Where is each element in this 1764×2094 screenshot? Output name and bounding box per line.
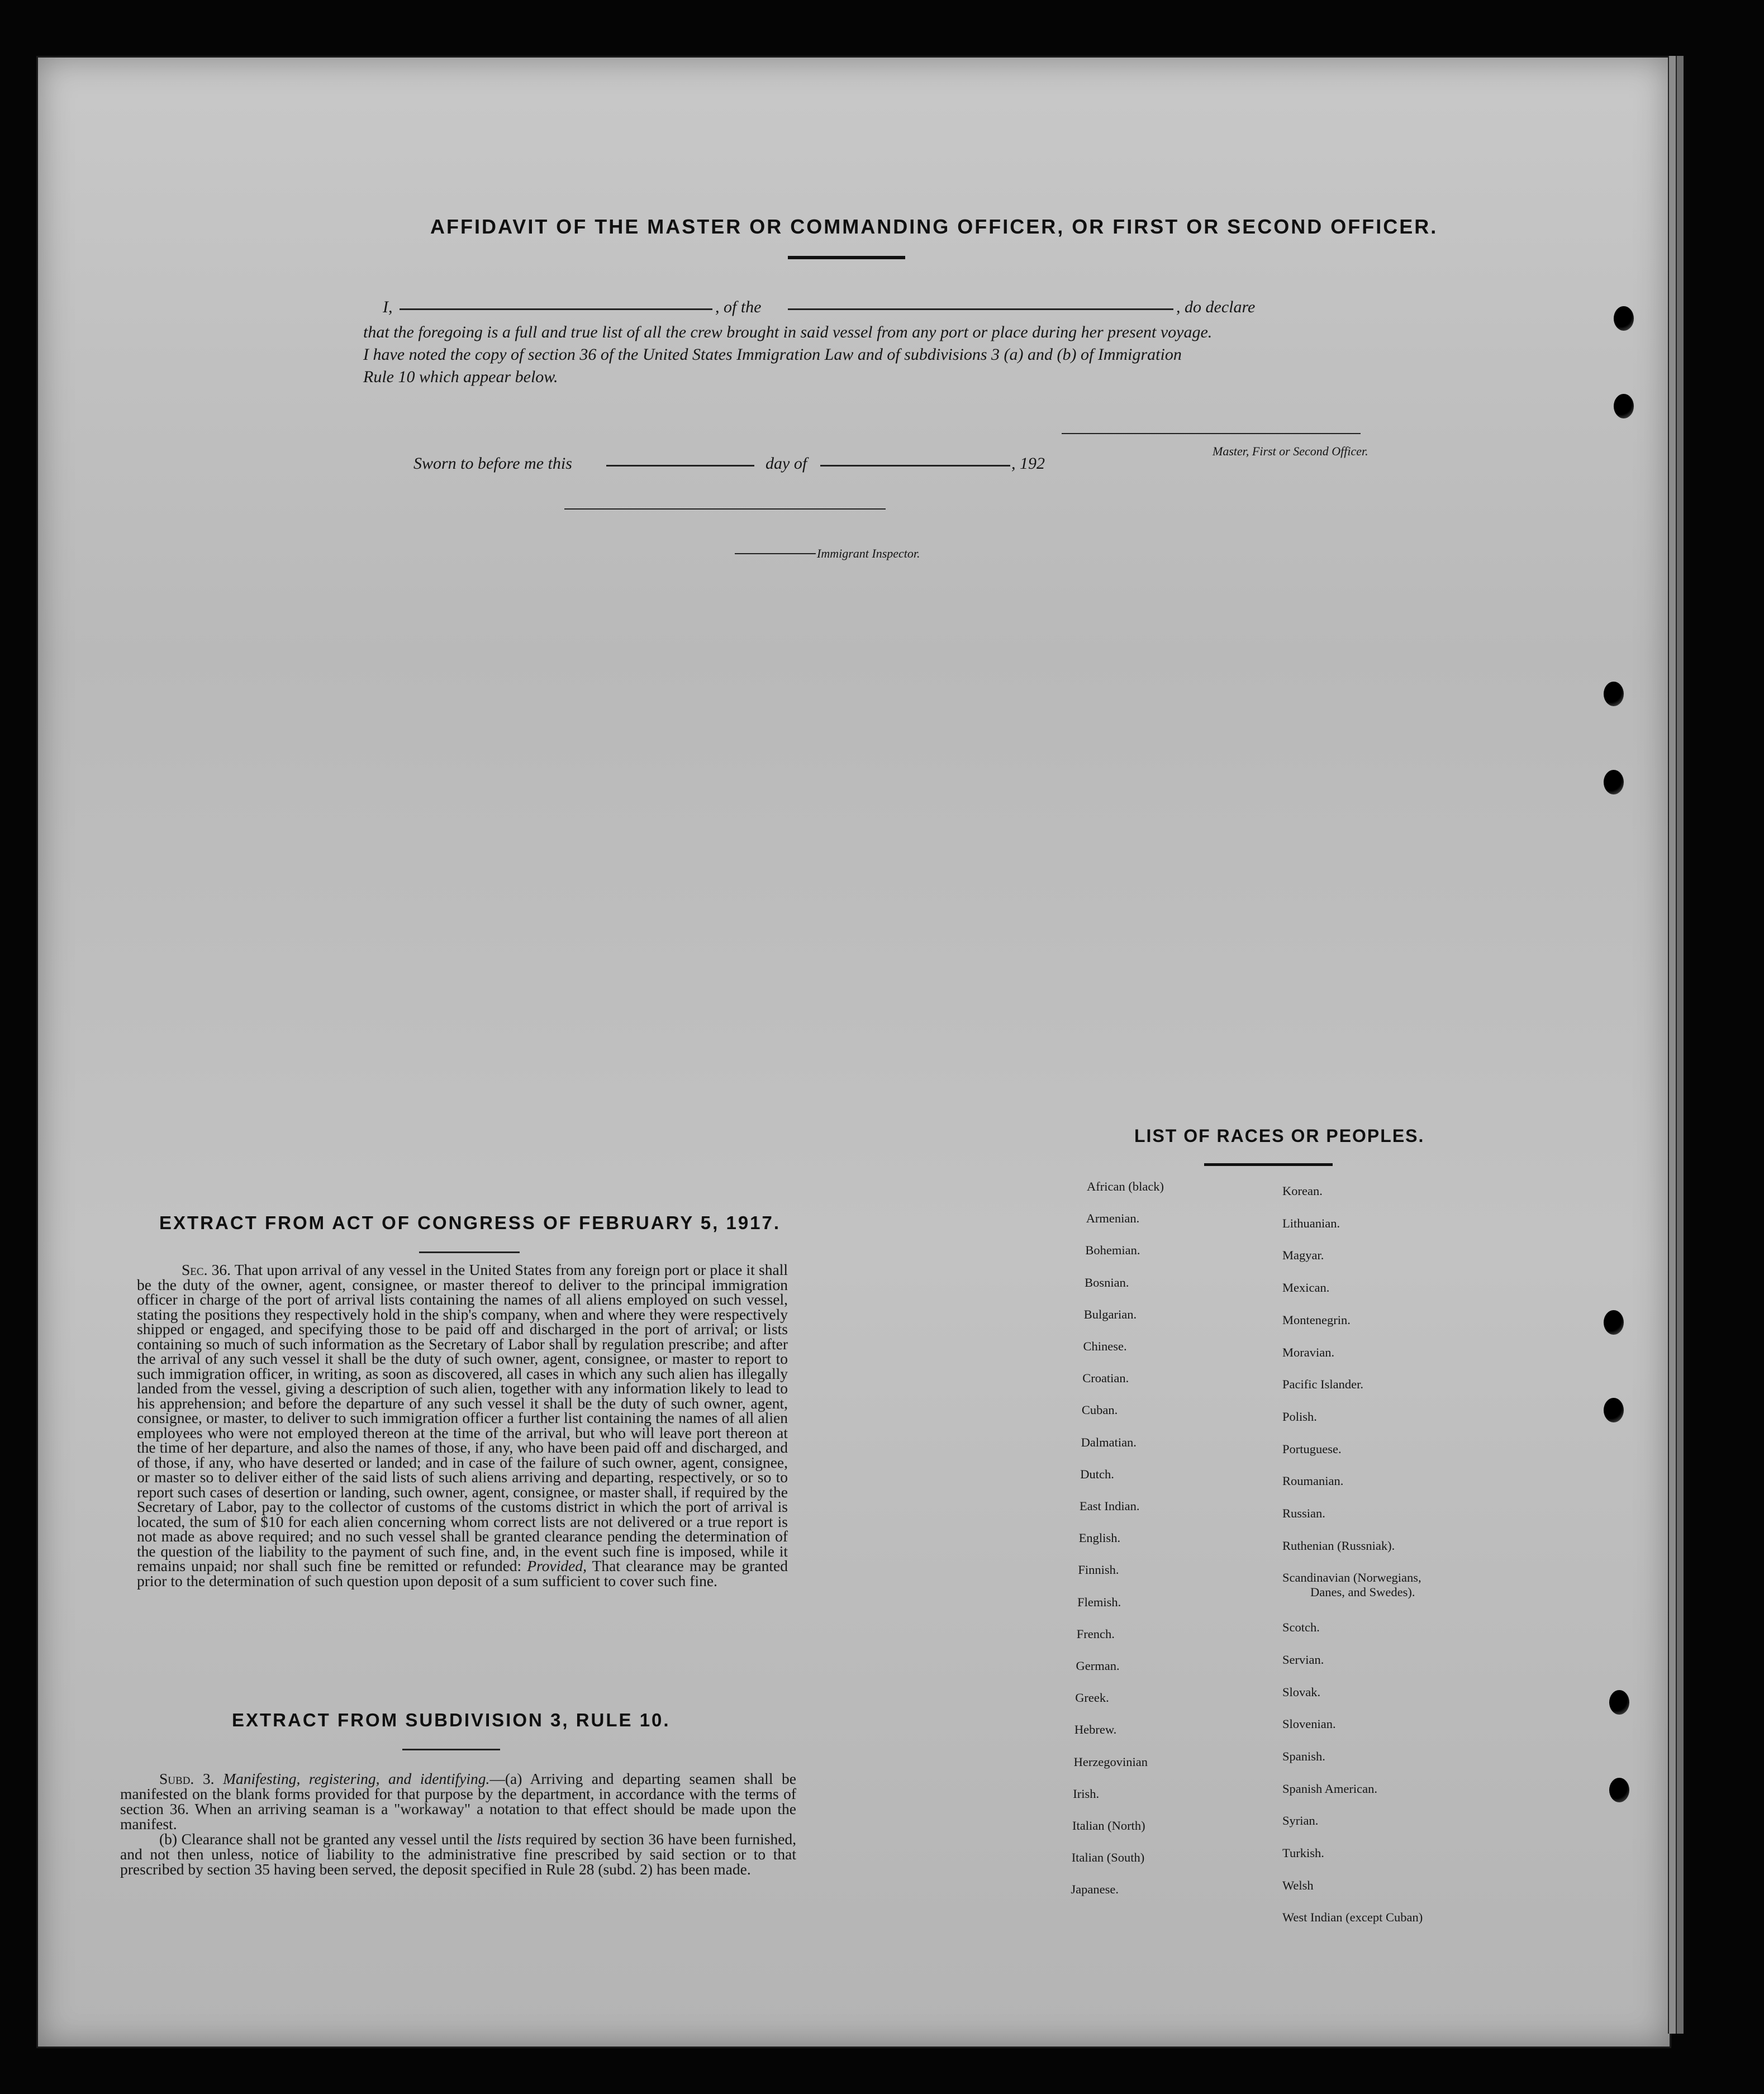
punch-hole [1609,1690,1629,1715]
inspector-caption: Immigrant Inspector. [817,546,920,560]
subdivision-label: Subd. 3. [159,1770,215,1787]
race-item: Bohemian. [1085,1243,1140,1258]
punch-hole [1604,1310,1624,1335]
paragraph-b-mark: (b) [159,1830,178,1848]
race-item: Hebrew. [1074,1722,1117,1737]
race-item: German. [1076,1659,1120,1673]
affidavit-line-4: Rule 10 which appear below. [363,368,558,386]
inspector-signature-line[interactable] [564,508,886,510]
paragraph-a [120,1771,796,1831]
section-36-text: That upon arrival of any vessel in the United States from any foreign port or place it shall be the duty of the owner, agent, consignee, or master thereof to deliver to the principal immigration officer in charge of the port of arrival lists containing the names of all aliens employed on such vessel, stating the positions they respectively hold in the ship's company, when and where they were respectively shipped or engaged, and specifying those to be paid off and discharged in the port of arrival; or lists containing so much of such information as the Secretary of Labor shall by regulation prescribe; and after the arrival of any such vessel it shall be the duty of such owner, agent, consignee, or master to report to such immigration officer, in writing, as soon as discovered, all cases in which any such alien has illegally landed from the vessel, giving a description of such alien, together with any information likely to lead to his apprehension; and before the departure of any such vessel it shall be the duty of such owner, agent, consignee, or master, to deliver to such immigration officer a further list containing the names of all alien employees who were not employed thereon at the time of the arrival, but who will leave port thereon at the time of her departure, and also the names of those, if any, who have been paid off and discharged, and of those, if any, who have deserted or landed; and in case of the failure of such owner, agent, consignee, or master so to deliver either of the said lists of such aliens arriving and departing, respectively, or so to report such cases of desertion or landing, such owner, agent, consignee, or master shall, if required by the Secretary of Labor, pay to the collector of customs of the customs district in which the port of arrival is located, the sum of $10 for each alien concerning whom correct lists are not delivered or a true report is not made as above required; and no such vessel shall be granted clearance pending the determination of the question of the liability to the payment of such fine, and, in the event such fine is imposed, while it remains unpaid; nor shall such fine be remitted or refunded: [137,1261,788,1574]
declarant-prefix: I, [383,298,393,316]
race-item: French. [1076,1626,1115,1641]
affidavit-line-2: that the foregoing is a full and true list of all the crew brought in said vessel from any port or place during her present voyage. [363,323,1213,341]
race-item: Scandinavian (Norwegians, [1282,1570,1421,1585]
race-item: Mexican. [1282,1281,1330,1295]
punch-hole [1609,1778,1629,1802]
page-edge [1668,56,1676,2034]
race-item: Slovenian. [1282,1717,1336,1731]
race-item: West Indian (except Cuban) [1282,1910,1423,1925]
day-of-label: day of [765,454,807,473]
master-signature-line[interactable] [1062,433,1361,434]
race-item: Roumanian. [1282,1474,1344,1488]
race-item: Spanish American. [1282,1781,1377,1796]
race-item: Finnish. [1078,1563,1119,1577]
vessel-name-field[interactable] [788,308,1173,310]
punch-hole [1604,1398,1624,1422]
rule-extract-title: EXTRACT FROM SUBDIVISION 3, RULE 10. [232,1710,671,1730]
race-item: East Indian. [1080,1499,1140,1513]
race-item: Servian. [1282,1652,1324,1667]
paragraph-a-text: Arriving and departing seamen shall be manifested on the blank forms provided for that purpose by the department, in accordance with the terms of section 36. When an arriving seaman is a "workaway" a notation to that effect should be made upon the manifest. [120,1770,797,1833]
race-item: Irish. [1073,1786,1100,1801]
title-rule [788,256,905,259]
race-item: Flemish. [1077,1595,1121,1609]
sworn-line [413,453,1084,478]
races-title-rule [1204,1163,1333,1166]
master-signature-caption: Master, First or Second Officer. [1213,444,1368,458]
race-item: Russian. [1282,1506,1325,1520]
race-item: Greek. [1075,1691,1109,1705]
race-item: Japanese. [1071,1882,1119,1897]
race-item: Pacific Islander. [1282,1377,1363,1392]
race-item: Dutch. [1080,1467,1114,1481]
declarant-name-field[interactable] [400,308,712,310]
race-item: Bosnian. [1085,1275,1129,1289]
paragraph-a-mark: —(a) [489,1770,522,1787]
sworn-day-field[interactable] [606,465,754,467]
race-item: Lithuanian. [1282,1216,1340,1230]
paragraph-b-text-1: Clearance shall not be granted any vessel until the [181,1830,493,1848]
race-item: Spanish. [1282,1749,1325,1763]
race-item: African (black) [1087,1179,1164,1193]
race-item: Syrian. [1282,1814,1319,1828]
declarant-line [363,296,1389,321]
rule-title-rule [402,1749,500,1750]
section-label: Sec. 36. [182,1261,231,1278]
act-extract-text [137,1263,788,1588]
race-item: Danes, and Swedes). [1310,1585,1415,1600]
race-item: English. [1078,1531,1121,1545]
race-item: Cuban. [1081,1403,1118,1417]
race-item: Dalmatian. [1081,1435,1137,1449]
act-extract-title: EXTRACT FROM ACT OF CONGRESS OF FEBRUARY 5, 1917. [159,1212,781,1233]
punch-hole [1614,306,1634,331]
page-edge [1676,56,1684,2034]
race-item: Herzegovinian [1073,1754,1148,1769]
paragraph-b-text-2: required by section 36 have been furnished, and not then unless, notice of liability to the administrative fine prescribed by said section or to that prescribed by section 35 having been served, the deposit specified in Rule 28 (subd. 2) has been made. [120,1830,797,1878]
sworn-month-field[interactable] [820,465,1010,467]
race-item: Croatian. [1082,1371,1129,1386]
race-item: Chinese. [1083,1339,1127,1353]
race-item: Bulgarian. [1083,1307,1137,1321]
paragraph-b [120,1831,796,1877]
proviso-label: Provided, [527,1557,587,1574]
race-item: Montenegrin. [1282,1312,1351,1327]
race-item: Italian (North) [1072,1819,1145,1833]
punch-hole [1604,682,1624,706]
race-item: Magyar. [1282,1248,1324,1263]
affidavit-line-3: I have noted the copy of section 36 of the United States Immigration Law and of subdivisions 3 (a) and (b) of Immigration [363,345,1182,364]
year-label: , 192 [1011,454,1045,473]
sworn-prefix: Sworn to before me this [413,454,572,473]
punch-hole [1604,770,1624,794]
race-item: Moravian. [1282,1345,1335,1359]
race-item: Portuguese. [1282,1441,1342,1456]
race-item: Ruthenian (Russniak). [1282,1538,1395,1553]
proviso-text: That clearance may be granted prior to the determination of such question upon deposit of a sum sufficient to cover such fine. [137,1557,788,1589]
race-item: Turkish. [1282,1846,1324,1860]
race-item: Polish. [1282,1409,1317,1424]
punch-hole [1614,394,1634,418]
race-item: Welsh [1282,1878,1314,1892]
race-item: Scotch. [1282,1620,1320,1635]
do-declare-label: , do declare [1176,298,1256,316]
race-item: Armenian. [1086,1211,1140,1226]
act-title-rule [419,1251,520,1253]
rule-extract-text [120,1771,796,1877]
subdivision-heading: Manifesting, registering, and identifying. [223,1770,490,1787]
of-the-label: , of the [715,298,762,316]
paragraph-b-lists: lists [496,1830,522,1848]
affidavit-title: AFFIDAVIT OF THE MASTER OR COMMANDING OFFICER, OR FIRST OR SECOND OFFICER. [430,215,1438,238]
races-title: LIST OF RACES OR PEOPLES. [1134,1126,1425,1146]
race-item: Slovak. [1282,1684,1321,1699]
inspector-caption-rule [735,553,816,554]
race-item: Italian (South) [1071,1850,1145,1865]
race-item: Korean. [1282,1184,1323,1198]
